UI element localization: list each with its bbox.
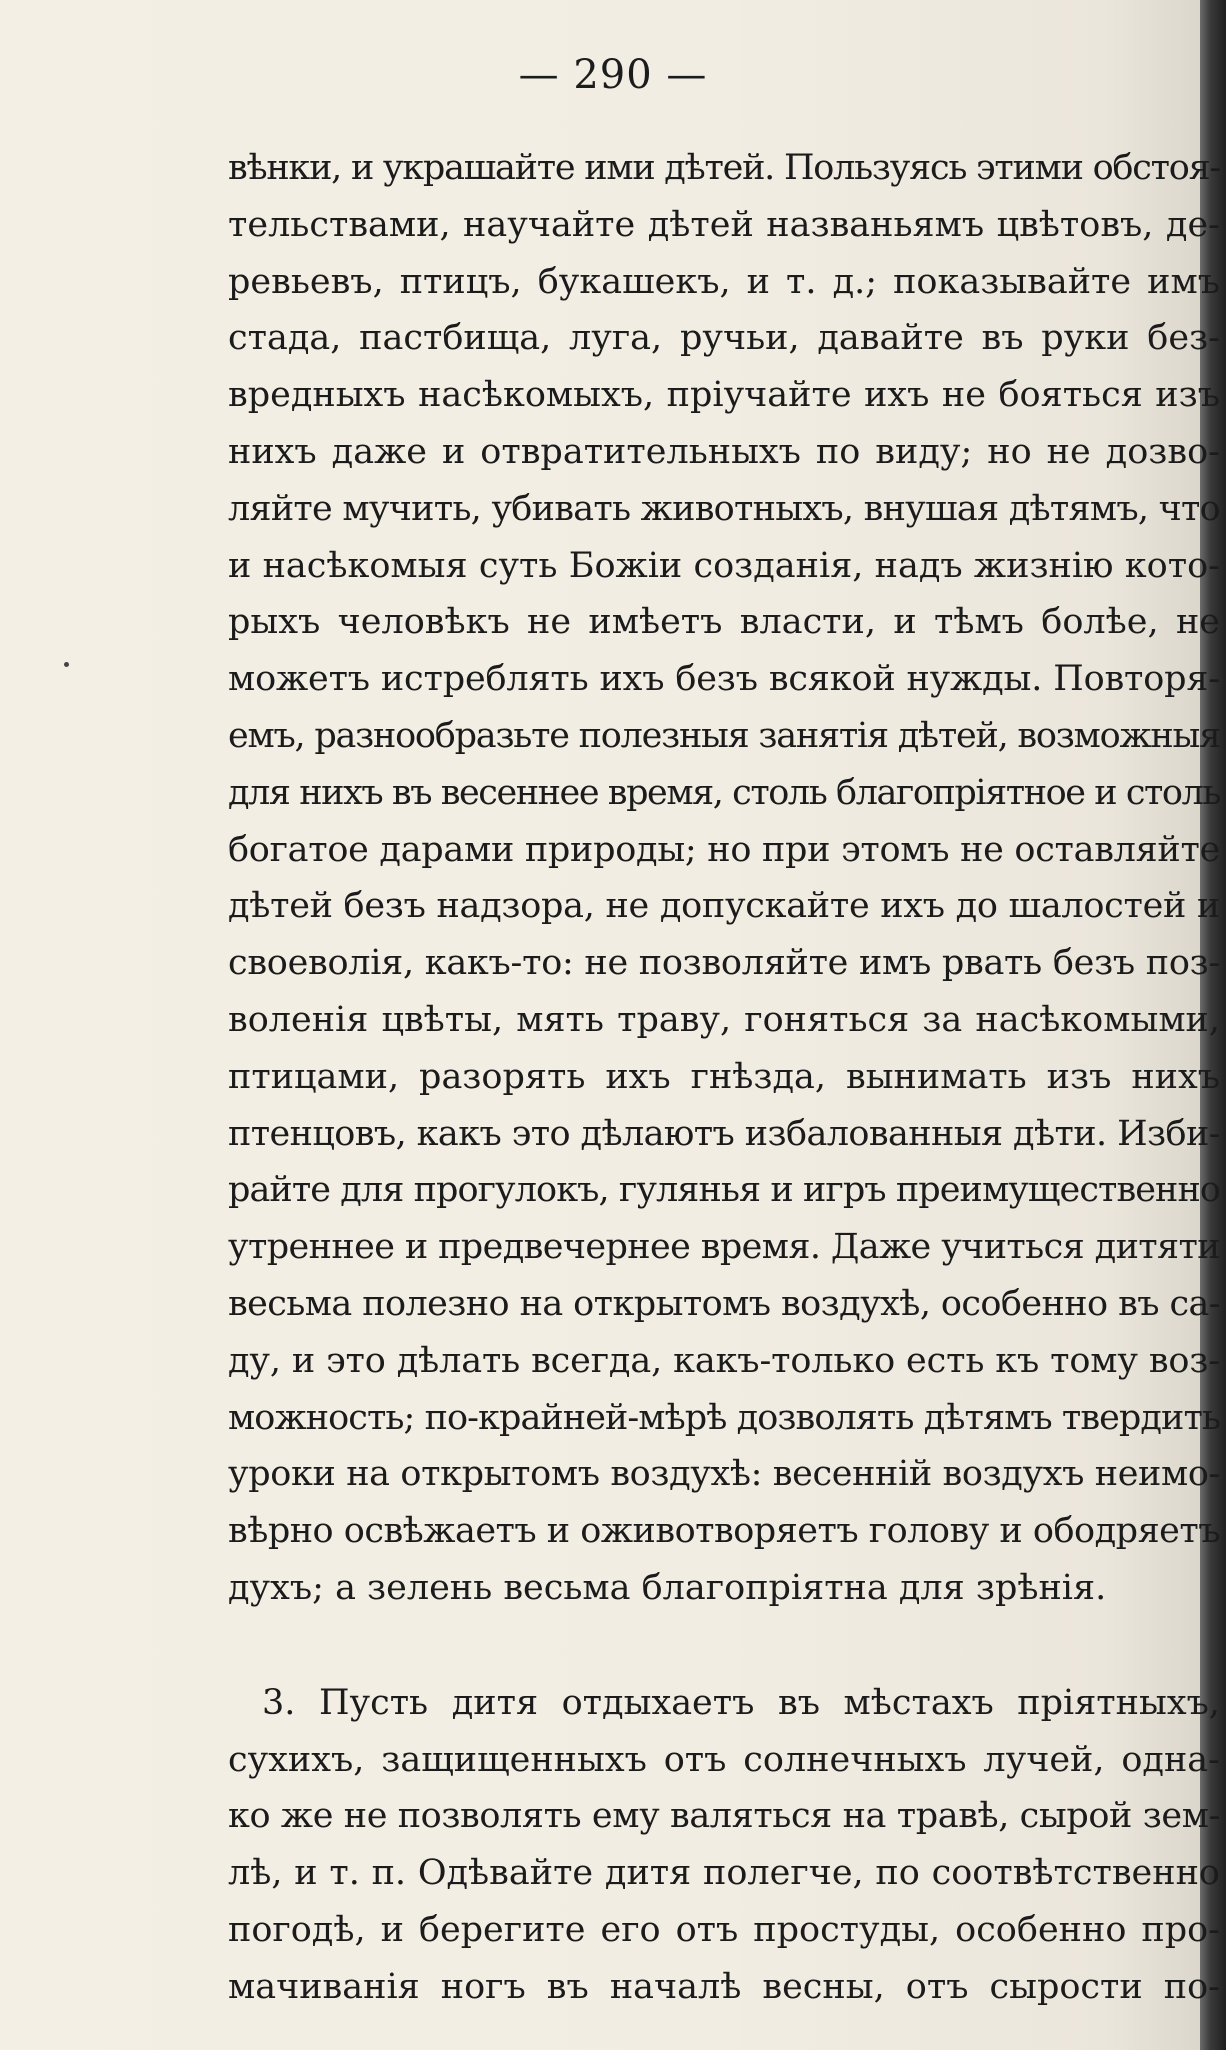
text-line: ду, и это дѣлать всегда, какъ-только есть къ тому воз- bbox=[228, 1340, 1221, 1381]
text-line: погодѣ, и берегите его отъ простуды, особенно про- bbox=[228, 1909, 1220, 1950]
text-line: для нихъ въ весеннее время, столь благопріятное и столь bbox=[228, 772, 1220, 813]
text-line: весьма полезно на открытомъ воздухѣ, особенно въ са- bbox=[228, 1283, 1221, 1324]
text-line: емъ, разнообразьте полезныя занятія дѣтей, возможныя bbox=[228, 715, 1221, 756]
text-line: вѣнки, и украшайте ими дѣтей. Пользуясь этими обстоя- bbox=[228, 148, 1221, 188]
text-line: духъ; а зелень весьма благопріятна для зрѣнія. bbox=[228, 1567, 1107, 1608]
paragraph-1 bbox=[228, 140, 1220, 1617]
text-line: и насѣкомыя суть Божіи созданія, надъ жизнію кото- bbox=[228, 545, 1220, 586]
text-line: тельствами, научайте дѣтей названьямъ цвѣтовъ, де- bbox=[228, 204, 1220, 245]
text-line: воленія цвѣты, мять траву, гоняться за насѣкомыми, bbox=[228, 999, 1220, 1040]
text-line: рыхъ человѣкъ не имѣетъ власти, и тѣмъ болѣе, не bbox=[228, 602, 1220, 643]
text-line: богатое дарами природы; но при этомъ не оставляйте bbox=[228, 829, 1221, 870]
text-line: вѣрно освѣжаетъ и оживотворяетъ голову и ободряетъ bbox=[228, 1511, 1221, 1552]
text-line: сухихъ, защищенныхъ отъ солнечныхъ лучей, одна- bbox=[228, 1739, 1220, 1780]
text-line: нихъ даже и отвратительныхъ по виду; но не дозво- bbox=[228, 431, 1220, 472]
text-line: дѣтей безъ надзора, не допускайте ихъ до шалостей и bbox=[228, 886, 1221, 927]
text-line: можетъ истреблять ихъ безъ всякой нужды. Повторя- bbox=[228, 659, 1220, 700]
text-line: лѣ, и т. п. Одѣвайте дитя полегче, по соотвѣтственно bbox=[228, 1853, 1220, 1894]
text-line: ревьевъ, птицъ, букашекъ, и т. д.; показывайте имъ bbox=[228, 261, 1220, 302]
text-line: вредныхъ насѣкомыхъ, пріучайте ихъ не бояться изъ bbox=[228, 375, 1220, 416]
text-line: мачиванія ногъ въ началѣ весны, отъ сырости по- bbox=[228, 1966, 1220, 2007]
text-line: своеволія, какъ-то: не позволяйте имъ рвать безъ поз- bbox=[228, 943, 1221, 984]
text-line: райте для прогулокъ, гулянья и игръ преимущественно bbox=[228, 1170, 1221, 1211]
text-line: стада, пастбища, луга, ручьи, давайте въ руки без- bbox=[228, 318, 1220, 359]
text-line: ко же не позволять ему валяться на травѣ, сырой зем- bbox=[228, 1796, 1220, 1837]
text-line: птицами, разорять ихъ гнѣзда, вынимать изъ нихъ bbox=[228, 1056, 1220, 1097]
paragraph-spacer bbox=[228, 1617, 1220, 1675]
text-line: утреннее и предвечернее время. Даже учиться дитяти bbox=[228, 1227, 1220, 1268]
text-line: можность; по-крайней-мѣрѣ дозволять дѣтямъ твердить bbox=[228, 1397, 1221, 1438]
text-line: ляйте мучить, убивать животныхъ, внушая дѣтямъ, что bbox=[228, 488, 1220, 529]
text-line: 3. Пусть дитя отдыхаетъ въ мѣстахъ пріятныхъ, bbox=[262, 1682, 1220, 1723]
page-number: — 290 — bbox=[518, 52, 708, 98]
text-line: уроки на открытомъ воздухѣ: весенній воздухъ неимо- bbox=[228, 1454, 1221, 1495]
paragraph-2 bbox=[228, 1675, 1220, 2016]
text-line: птенцовъ, какъ это дѣлаютъ избалованныя дѣти. Изби- bbox=[228, 1113, 1220, 1154]
body-text bbox=[228, 140, 1220, 2016]
ink-speck bbox=[64, 662, 69, 667]
